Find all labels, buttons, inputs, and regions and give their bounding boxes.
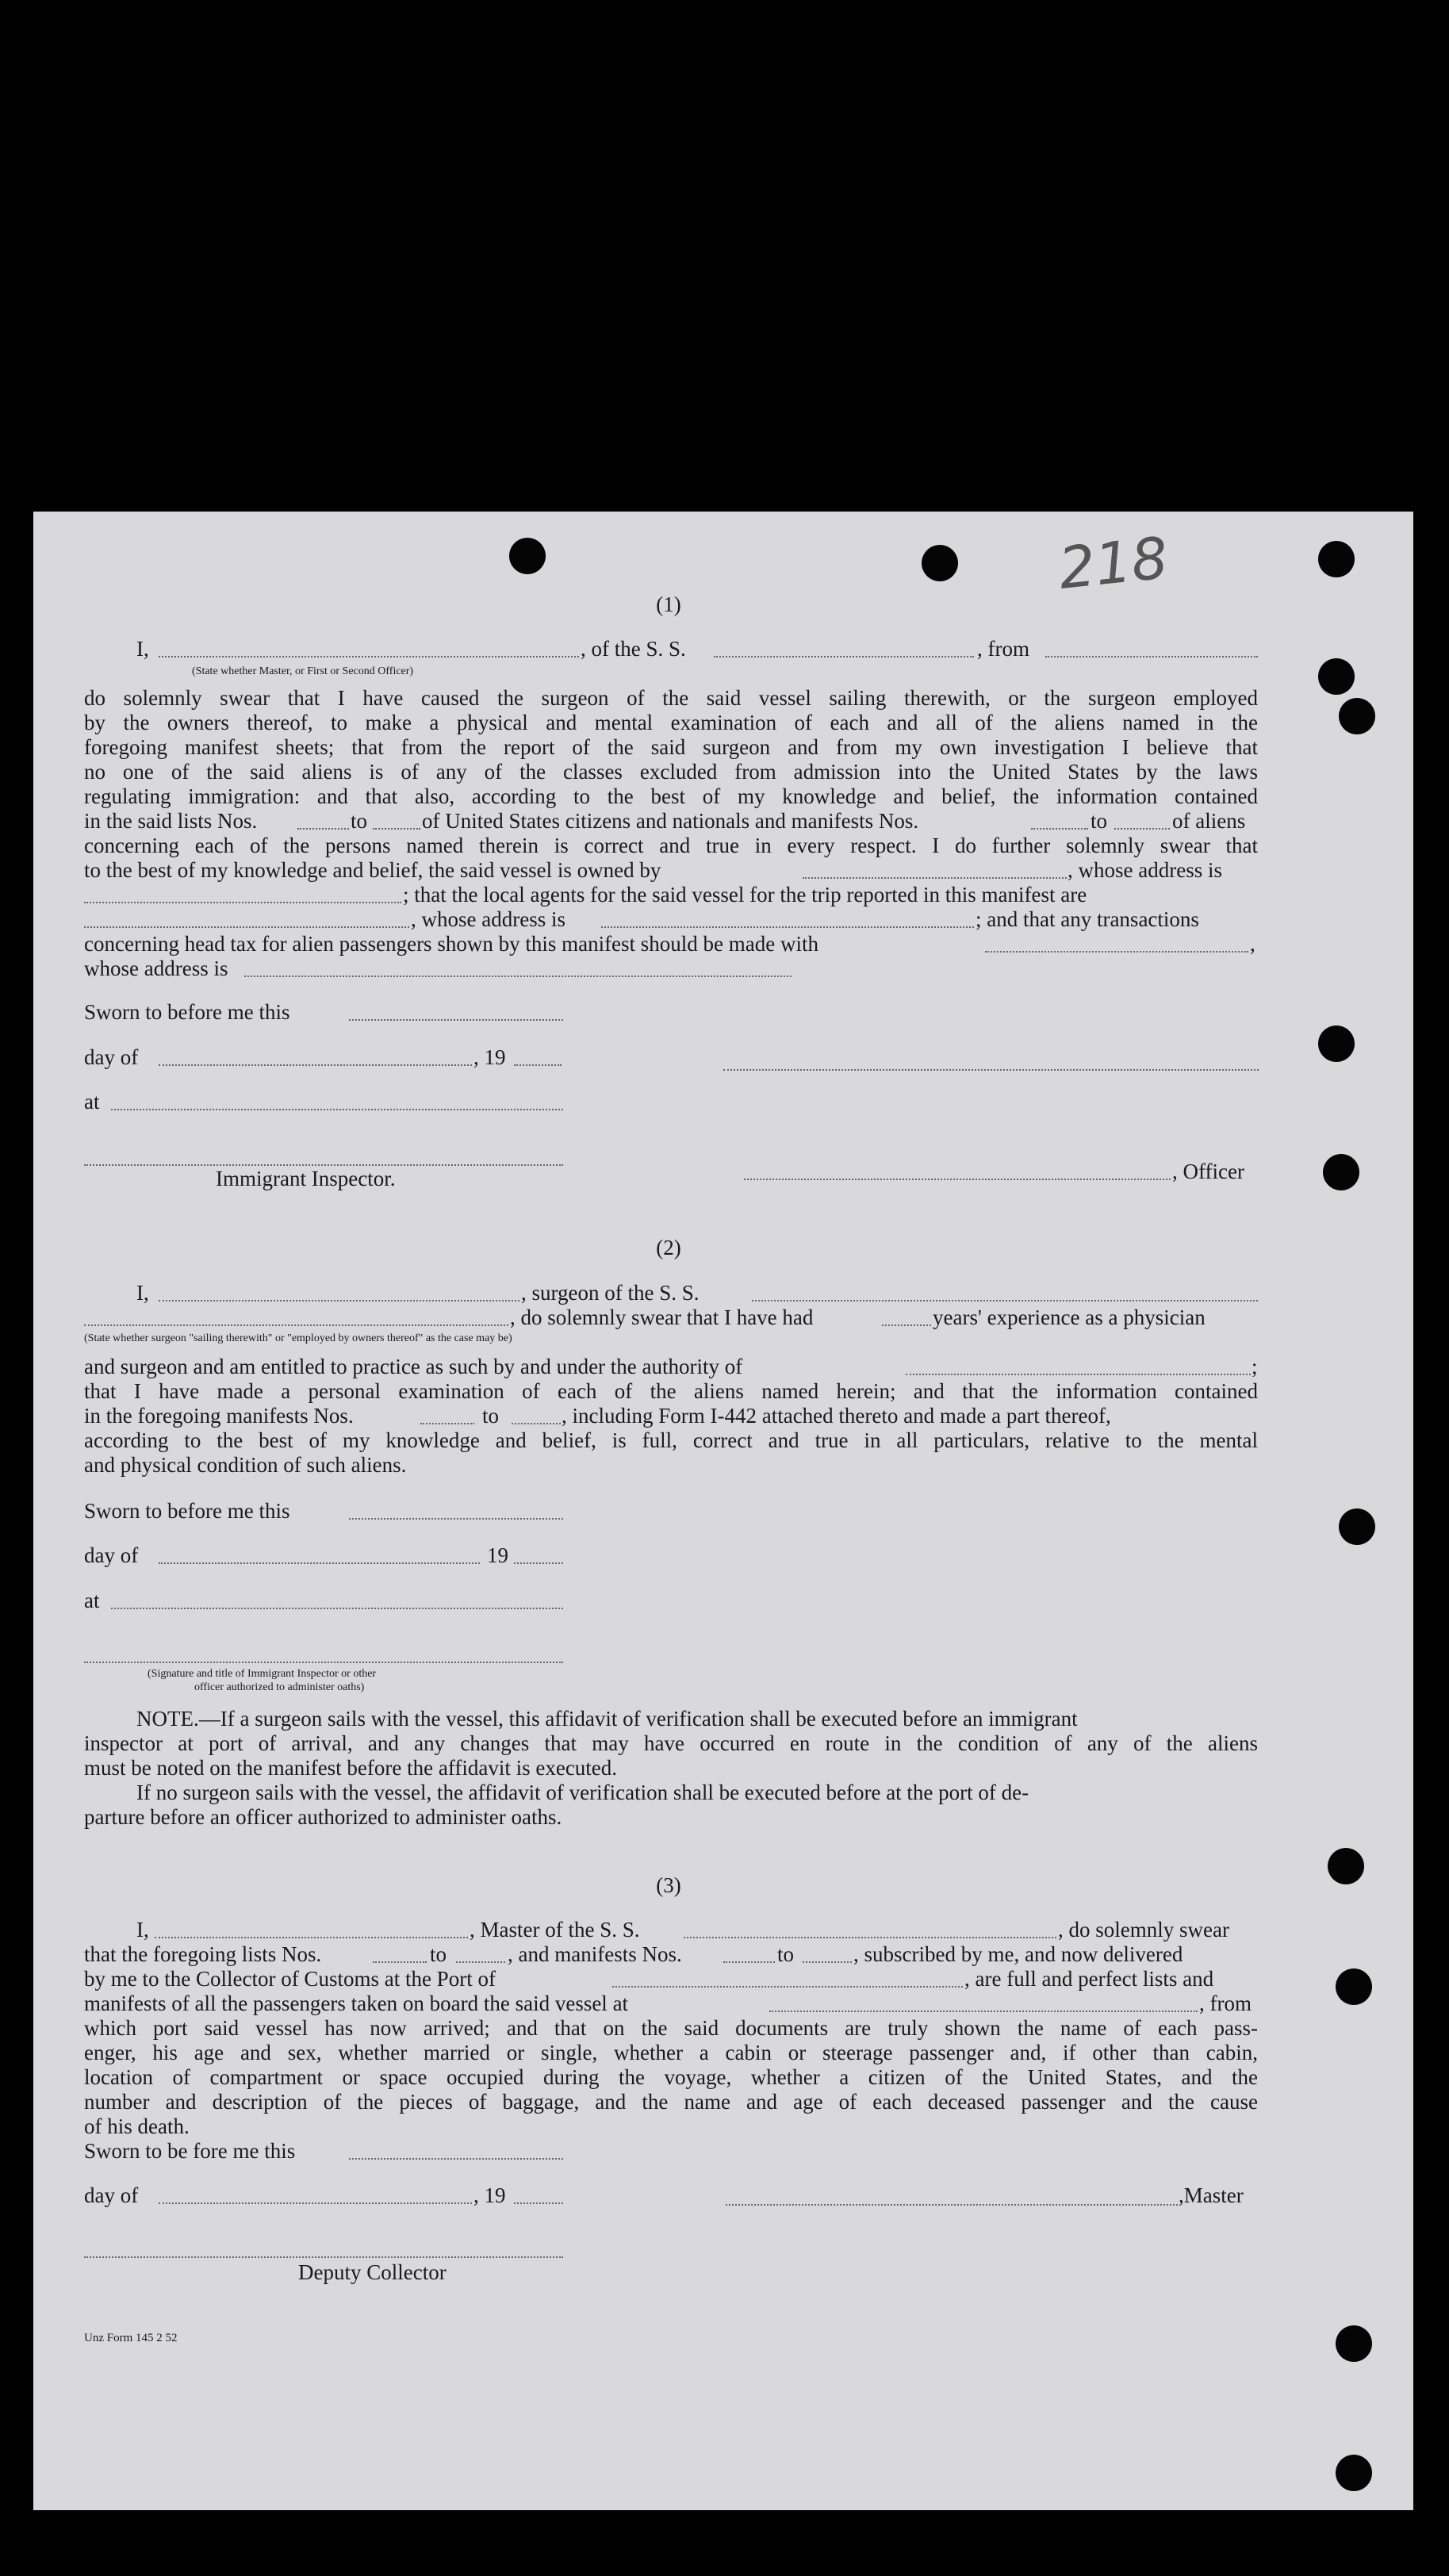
s3-deputy-collector: Deputy Collector	[298, 2260, 447, 2284]
customs-port-field[interactable]	[612, 1986, 963, 1988]
master-name-field[interactable]	[155, 1937, 468, 1938]
s1-to: to	[351, 809, 368, 833]
s2-sworn: Sworn to before me this	[84, 1499, 290, 1523]
s1-of-ss: , of the S. S.	[581, 637, 686, 661]
s2-place-field[interactable]	[111, 1608, 563, 1609]
punch-hole	[509, 538, 546, 574]
s3-subscribed: , subscribed by me, and now delivered	[853, 1942, 1183, 1966]
s1-local-agents: ; that the local agents for the said vessel for the trip reported in this manifest are	[403, 883, 1087, 907]
s2-paragraph-line: that I have made a personal examination of each of the aliens named herein; and that the information contained	[84, 1379, 1258, 1403]
embarkation-port-field[interactable]	[769, 2011, 1198, 2012]
s1-transactions: ; and that any transactions	[976, 907, 1199, 931]
s1-officer-signature-field[interactable]	[744, 1179, 1171, 1180]
s1-year-field[interactable]	[514, 1064, 562, 1066]
s2-authority: and surgeon and am entitled to practice as such by and under the authority of	[84, 1355, 743, 1378]
section-2-number: (2)	[656, 1236, 681, 1259]
s1-i: I,	[136, 637, 149, 661]
s3-manifests-from-field[interactable]	[723, 1961, 775, 1963]
s3-taken-on-board: manifests of all the passengers taken on board the said vessel at	[84, 1991, 629, 2015]
s2-surgeon-note: (State whether surgeon "sailing therewith" or "employed by owners thereof" as the case may be)	[84, 1332, 512, 1344]
s3-master: ,Master	[1179, 2183, 1244, 2207]
agents-address-field[interactable]	[601, 926, 974, 928]
s3-sworn-date-field[interactable]	[349, 2158, 563, 2160]
manifests-to-field[interactable]	[1114, 828, 1170, 830]
s1-at: at	[84, 1090, 100, 1114]
s1-lists-nos: in the said lists Nos.	[84, 809, 258, 833]
section-1-number: (1)	[656, 592, 681, 616]
lists-to-field[interactable]	[373, 828, 420, 830]
s1-paragraph-line: concerning each of the persons named therein is correct and true in every respect. I do further solemnly swear that	[84, 834, 1258, 857]
s3-day-of: day of	[84, 2183, 139, 2207]
s3-collector-signature-field[interactable]	[84, 2256, 563, 2258]
s2-note-line: must be noted on the manifest before the affidavit is executed.	[84, 1756, 618, 1780]
s2-paragraph-line: according to the best of my knowledge and belief, is full, correct and true in all particulars, relative to the mental	[84, 1428, 1258, 1452]
s1-inspector-signature-field[interactable]	[84, 1164, 563, 1166]
head-tax-address-field[interactable]	[244, 976, 792, 977]
s3-from: , from	[1199, 1991, 1252, 2015]
s3-year-field[interactable]	[514, 2202, 563, 2204]
s3-to: to	[430, 1942, 447, 1966]
s2-sworn-date-field[interactable]	[349, 1518, 563, 1520]
s3-vessel-name-field[interactable]	[684, 1937, 1056, 1938]
s3-to-2: to	[777, 1942, 795, 1966]
s1-officer-note: (State whether Master, or First or Second Officer)	[192, 665, 414, 677]
s1-immigrant-inspector: Immigrant Inspector.	[216, 1167, 396, 1190]
s2-paragraph-line: and physical condition of such aliens.	[84, 1453, 407, 1477]
s3-lists-from-field[interactable]	[373, 1961, 427, 1963]
s3-solemnly-swear: , do solemnly swear	[1058, 1918, 1229, 1942]
vessel-name-field[interactable]	[714, 656, 974, 657]
punch-hole	[1336, 1968, 1372, 2005]
officer-name-field[interactable]	[159, 656, 579, 657]
s3-paragraph-line: number and description of the pieces of baggage, and the name and age of each deceased passenger and the cause	[84, 2090, 1258, 2114]
s1-paragraph-line: do solemnly swear that I have caused the surgeon of the said vessel sailing therewith, or the surgeon employed	[84, 686, 1258, 710]
s2-manifests-nos: in the foregoing manifests Nos.	[84, 1404, 354, 1428]
authority-field[interactable]	[906, 1374, 1251, 1375]
handwritten-page-number: 218	[1055, 524, 1171, 602]
s2-vessel-name-field[interactable]	[752, 1300, 1258, 1301]
s2-note-line: If no surgeon sails with the vessel, the affidavit of verification shall be executed before at the port of de-	[136, 1781, 1029, 1804]
s2-at: at	[84, 1589, 100, 1612]
s3-paragraph-line: enger, his age and sex, whether married or single, whether a cabin or steerage passenger and, if other than cabin,	[84, 2041, 1258, 2064]
punch-hole	[1336, 2455, 1372, 2491]
s2-i: I,	[136, 1281, 149, 1305]
s1-whose-address-2: , whose address is	[411, 907, 565, 931]
s1-comma: ,	[1250, 932, 1255, 956]
s1-nineteen: , 19	[473, 1045, 506, 1069]
s2-years-experience: years' experience as a physician	[933, 1305, 1206, 1329]
s3-full-perfect: , are full and perfect lists and	[964, 1967, 1214, 1991]
s2-manifests-from-field[interactable]	[420, 1423, 474, 1424]
s3-collector: by me to the Collector of Customs at the Port of	[84, 1967, 496, 1991]
s2-inspector-signature-field[interactable]	[84, 1662, 563, 1663]
s2-to: to	[482, 1404, 500, 1428]
s2-note-line: inspector at port of arrival, and any changes that may have occurred en route in the condition of any of the aliens	[84, 1731, 1258, 1755]
s1-owned-by: to the best of my knowledge and belief, the said vessel is owned by	[84, 858, 661, 882]
section-3-number: (3)	[656, 1873, 681, 1897]
s2-semicolon: ;	[1252, 1355, 1258, 1378]
s1-paragraph-line: regulating immigration: and that also, according to the best of my knowledge and belief, the information contained	[84, 784, 1258, 808]
vessel-owner-field[interactable]	[803, 877, 1067, 879]
s2-nineteen: 19	[487, 1543, 508, 1567]
head-tax-contact-field[interactable]	[985, 951, 1248, 953]
s3-master-signature-field[interactable]	[726, 2204, 1178, 2206]
punch-hole	[1336, 2325, 1372, 2362]
punch-hole	[1328, 1848, 1364, 1884]
from-port-field[interactable]	[1045, 656, 1258, 657]
lists-from-field[interactable]	[297, 828, 349, 830]
s3-i: I,	[136, 1918, 149, 1942]
s1-officer: , Officer	[1172, 1160, 1244, 1183]
s3-month-field[interactable]	[159, 2202, 472, 2204]
punch-hole	[1323, 1154, 1359, 1190]
s2-including-form: , including Form I-442 attached thereto and made a part thereof,	[562, 1404, 1111, 1428]
manifests-from-field[interactable]	[1031, 828, 1088, 830]
s1-from: , from	[977, 637, 1029, 661]
s3-sworn: Sworn to be fore me this	[84, 2139, 296, 2163]
s1-paragraph-line: no one of the said aliens is of any of the classes excluded from admission into the United States by the laws	[84, 760, 1258, 784]
s3-manifests-to-field[interactable]	[803, 1961, 852, 1963]
s1-month-field[interactable]	[159, 1064, 472, 1066]
s3-manifests-nos: , and manifests Nos.	[508, 1942, 682, 1966]
s3-master-of-ss: , Master of the S. S.	[470, 1918, 640, 1942]
s3-paragraph-line: which port said vessel has now arrived; and that on the said documents are truly shown the name of each pass-	[84, 2016, 1258, 2040]
s1-of-aliens: of aliens	[1172, 809, 1246, 833]
s2-solemnly-swear: , do solemnly swear that I have had	[510, 1305, 814, 1329]
form-identifier: Unz Form 145 2 52	[84, 2332, 178, 2344]
surgeon-name-field[interactable]	[159, 1300, 519, 1301]
s3-paragraph-line: location of compartment or space occupied during the voyage, whether a citizen of the United States, and the	[84, 2065, 1258, 2089]
s2-signature-note-1: (Signature and title of Immigrant Inspector or other	[148, 1668, 377, 1680]
s2-note-line: parture before an officer authorized to administer oaths.	[84, 1805, 562, 1829]
surgeon-type-field[interactable]	[84, 1324, 508, 1326]
s1-to-2: to	[1091, 809, 1108, 833]
s2-year-field[interactable]	[514, 1562, 563, 1564]
s3-lists-to-field[interactable]	[456, 1961, 505, 1963]
s1-paragraph-line: by the owners thereof, to make a physical and mental examination of each and all of the aliens named in the	[84, 711, 1258, 734]
punch-hole	[1339, 1508, 1375, 1545]
s1-whose-address-3: whose address is	[84, 956, 228, 980]
punch-hole	[1318, 1025, 1355, 1062]
local-agents-field[interactable]	[84, 926, 409, 928]
s1-signature-field[interactable]	[723, 1069, 1259, 1071]
s1-head-tax: concerning head tax for alien passengers shown by this manifest should be made with	[84, 932, 819, 956]
s2-note-line: NOTE.—If a surgeon sails with the vessel, this affidavit of verification shall be executed before an immigrant	[136, 1707, 1078, 1731]
s3-nineteen: , 19	[473, 2183, 506, 2207]
s1-day-of: day of	[84, 1045, 139, 1069]
s1-whose-address: , whose address is	[1068, 858, 1222, 882]
s2-month-field[interactable]	[159, 1562, 480, 1564]
s2-surgeon-of-ss: , surgeon of the S. S.	[521, 1281, 700, 1305]
punch-hole	[1318, 658, 1355, 695]
s3-paragraph-line: of his death.	[84, 2114, 190, 2138]
owner-address-field[interactable]	[84, 902, 401, 903]
s1-citizens-text: of United States citizens and nationals and manifests Nos.	[422, 809, 919, 833]
s1-place-field[interactable]	[111, 1109, 563, 1110]
s2-signature-note-2: officer authorized to administer oaths)	[194, 1681, 365, 1693]
s2-day-of: day of	[84, 1543, 139, 1567]
punch-hole	[1339, 698, 1375, 734]
s2-manifests-to-field[interactable]	[512, 1423, 561, 1424]
punch-hole	[922, 545, 958, 581]
s1-paragraph-line: foregoing manifest sheets; that from the report of the said surgeon and from my own investigation I believe that	[84, 735, 1258, 759]
s1-sworn-date-field[interactable]	[349, 1019, 563, 1021]
s3-lists-nos: that the foregoing lists Nos.	[84, 1942, 322, 1966]
years-experience-field[interactable]	[882, 1324, 931, 1326]
s1-sworn: Sworn to before me this	[84, 1000, 290, 1024]
punch-hole	[1318, 541, 1355, 577]
